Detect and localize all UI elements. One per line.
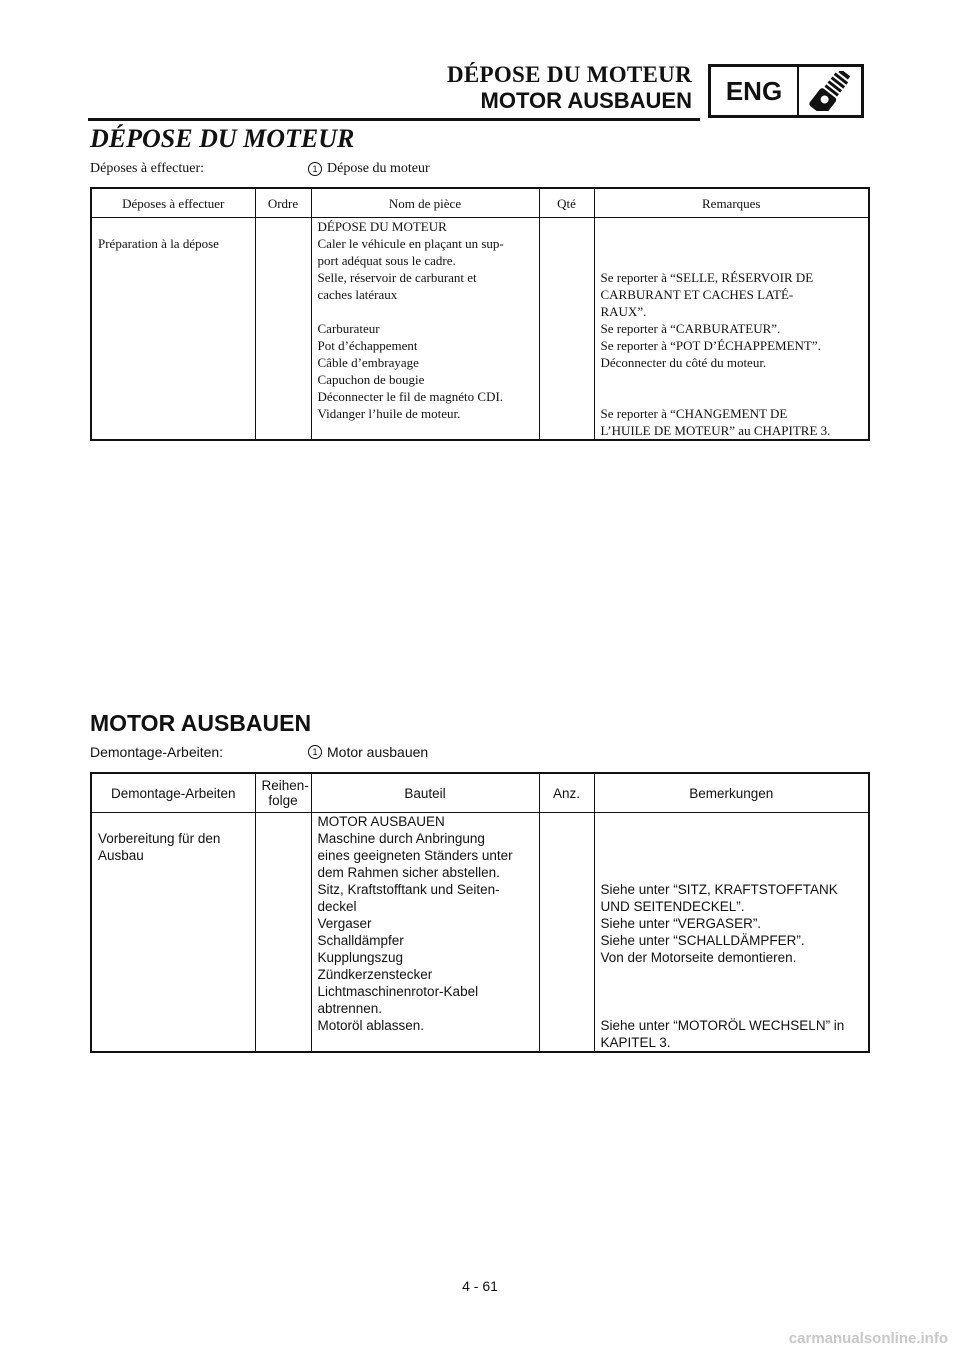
cell-order — [255, 235, 311, 269]
cell-remark: Siehe unter “MOTORÖL WECHSELN” in KAPITEL 3. — [594, 1017, 869, 1052]
cell-step — [91, 881, 255, 915]
table-row — [91, 388, 869, 405]
table-row — [91, 966, 869, 983]
table-row — [91, 813, 869, 831]
cell-step: Vorbereitung für den Ausbau — [91, 830, 255, 881]
intro-item-text: Dépose du moteur — [327, 161, 430, 176]
col-header: Bemerkungen — [594, 773, 869, 813]
cell-part: Maschine durch Anbringung eines geeigneten Ständers unter dem Rahmen sicher abstellen. — [311, 830, 539, 881]
watermark: carmanualsonline.info — [788, 1330, 948, 1347]
cell-remark — [594, 983, 869, 1017]
table-row — [91, 949, 869, 966]
cell-order — [255, 337, 311, 354]
cell-order — [255, 915, 311, 932]
step-number-badge: 1 — [308, 745, 322, 759]
cell-remark: Siehe unter “SCHALLDÄMPFER”. — [594, 932, 869, 949]
table-row — [91, 881, 869, 915]
cell-part: DÉPOSE DU MOTEUR — [311, 218, 539, 236]
cell-qty — [539, 354, 594, 371]
cell-qty — [539, 915, 594, 932]
header-rule — [88, 118, 700, 121]
col-header: Demontage-Arbeiten — [91, 773, 255, 813]
cell-order — [255, 1017, 311, 1052]
table-body — [91, 813, 869, 1053]
cell-remark: Se reporter à “CHANGEMENT DE L’HUILE DE MOTEUR” au CHAPITRE 3. — [594, 405, 869, 440]
cell-part: Vidanger l’huile de moteur. — [311, 405, 539, 440]
intro-label: Déposes à effectuer: — [90, 161, 205, 176]
cell-remark — [594, 218, 869, 236]
section-title-fr: DÉPOSE DU MOTEUR — [90, 124, 355, 153]
cell-step — [91, 320, 255, 337]
table-row — [91, 371, 869, 388]
col-header: Anz. — [539, 773, 594, 813]
cell-step — [91, 932, 255, 949]
cell-step — [91, 269, 255, 320]
cell-qty — [539, 881, 594, 915]
cell-order — [255, 881, 311, 915]
cell-qty — [539, 830, 594, 881]
table-row — [91, 354, 869, 371]
cell-remark — [594, 388, 869, 405]
col-header: Ordre — [255, 188, 311, 218]
engine-cylinder-icon — [799, 67, 861, 115]
cell-qty — [539, 235, 594, 269]
cell-part: Câble d’embrayage — [311, 354, 539, 371]
cell-step — [91, 949, 255, 966]
cell-remark — [594, 966, 869, 983]
cell-remark: Se reporter à “POT D’ÉCHAPPEMENT”. — [594, 337, 869, 354]
cell-part: Vergaser — [311, 915, 539, 932]
col-header: Bauteil — [311, 773, 539, 813]
cell-part: Zündkerzenstecker — [311, 966, 539, 983]
cell-part: MOTOR AUSBAUEN — [311, 813, 539, 831]
cell-remark: Siehe unter “VERGASER”. — [594, 915, 869, 932]
table-row — [91, 235, 869, 269]
cell-qty — [539, 218, 594, 236]
cell-step — [91, 337, 255, 354]
cell-part: Motoröl ablassen. — [311, 1017, 539, 1052]
intro-item — [308, 744, 428, 760]
cell-qty — [539, 269, 594, 320]
cell-remark — [594, 830, 869, 881]
intro-item-text: Motor ausbauen — [327, 744, 429, 760]
table-row — [91, 983, 869, 1017]
cell-step — [91, 983, 255, 1017]
cell-order — [255, 388, 311, 405]
cell-qty — [539, 405, 594, 440]
cell-qty — [539, 1017, 594, 1052]
table-row — [91, 269, 869, 320]
cell-part: Lichtmaschinenrotor-Kabel abtrennen. — [311, 983, 539, 1017]
cell-order — [255, 932, 311, 949]
cell-qty — [539, 371, 594, 388]
header-title-de: MOTOR AUSBAUEN — [480, 88, 692, 113]
removal-table-de — [90, 772, 870, 1053]
cell-step — [91, 813, 255, 831]
cell-part: Pot d’échappement — [311, 337, 539, 354]
cell-step — [91, 405, 255, 440]
table-row — [91, 915, 869, 932]
cell-order — [255, 813, 311, 831]
cell-remark: Siehe unter “SITZ, KRAFTSTOFFTANK UND SEITENDECKEL”. — [594, 881, 869, 915]
col-header: Remarques — [594, 188, 869, 218]
cell-qty — [539, 388, 594, 405]
step-number-badge: 1 — [308, 162, 322, 176]
table-row — [91, 1017, 869, 1052]
badge-label: ENG — [711, 67, 799, 115]
cell-qty — [539, 320, 594, 337]
cell-order — [255, 405, 311, 440]
cell-step — [91, 1017, 255, 1052]
section-badge — [708, 64, 864, 118]
cell-qty — [539, 813, 594, 831]
cell-part: Schalldämpfer — [311, 932, 539, 949]
table-row — [91, 932, 869, 949]
cell-remark: Se reporter à “CARBURATEUR”. — [594, 320, 869, 337]
cell-qty — [539, 983, 594, 1017]
cell-qty — [539, 337, 594, 354]
table-row — [91, 337, 869, 354]
cell-part: Déconnecter le fil de magnéto CDI. — [311, 388, 539, 405]
intro-label: Demontage-Arbeiten: — [90, 744, 224, 760]
cell-order — [255, 966, 311, 983]
cell-step — [91, 915, 255, 932]
cell-order — [255, 949, 311, 966]
cell-order — [255, 830, 311, 881]
cell-remark: Déconnecter du côté du moteur. — [594, 354, 869, 371]
cell-order — [255, 218, 311, 236]
cell-step — [91, 218, 255, 236]
cell-qty — [539, 966, 594, 983]
intro-item — [308, 161, 430, 177]
removal-table-fr — [90, 187, 870, 441]
cell-qty — [539, 949, 594, 966]
cell-qty — [539, 932, 594, 949]
col-header: Qté — [539, 188, 594, 218]
col-header: Nom de pièce — [311, 188, 539, 218]
cell-remark: Von der Motorseite demontieren. — [594, 949, 869, 966]
table-body — [91, 218, 869, 441]
cell-step — [91, 371, 255, 388]
col-header: Reihen- folge — [255, 773, 311, 813]
table-row — [91, 830, 869, 881]
cell-part: Selle, réservoir de carburant et caches latéraux — [311, 269, 539, 320]
cell-part: Caler le véhicule en plaçant un sup- port adéquat sous le cadre. — [311, 235, 539, 269]
table-row — [91, 218, 869, 236]
cell-order — [255, 354, 311, 371]
cell-step — [91, 388, 255, 405]
page-number: 4 - 61 — [462, 1278, 498, 1294]
cell-part: Kupplungszug — [311, 949, 539, 966]
col-header: Déposes à effectuer — [91, 188, 255, 218]
cell-part: Capuchon de bougie — [311, 371, 539, 388]
cell-part: Carburateur — [311, 320, 539, 337]
table-row — [91, 320, 869, 337]
section-title-de: MOTOR AUSBAUEN — [90, 710, 312, 736]
cell-remark: Se reporter à “SELLE, RÉSERVOIR DE CARBURANT ET CACHES LATÉ- RAUX”. — [594, 269, 869, 320]
cell-step — [91, 354, 255, 371]
cell-remark — [594, 371, 869, 388]
cell-order — [255, 320, 311, 337]
table-row — [91, 405, 869, 440]
cell-remark — [594, 235, 869, 269]
cell-step — [91, 966, 255, 983]
cell-remark — [594, 813, 869, 831]
cell-order — [255, 269, 311, 320]
cell-order — [255, 983, 311, 1017]
cell-step: Préparation à la dépose — [91, 235, 255, 269]
cell-order — [255, 371, 311, 388]
cell-part: Sitz, Kraftstofftank und Seiten- deckel — [311, 881, 539, 915]
header-title-fr: DÉPOSE DU MOTEUR — [446, 62, 692, 87]
